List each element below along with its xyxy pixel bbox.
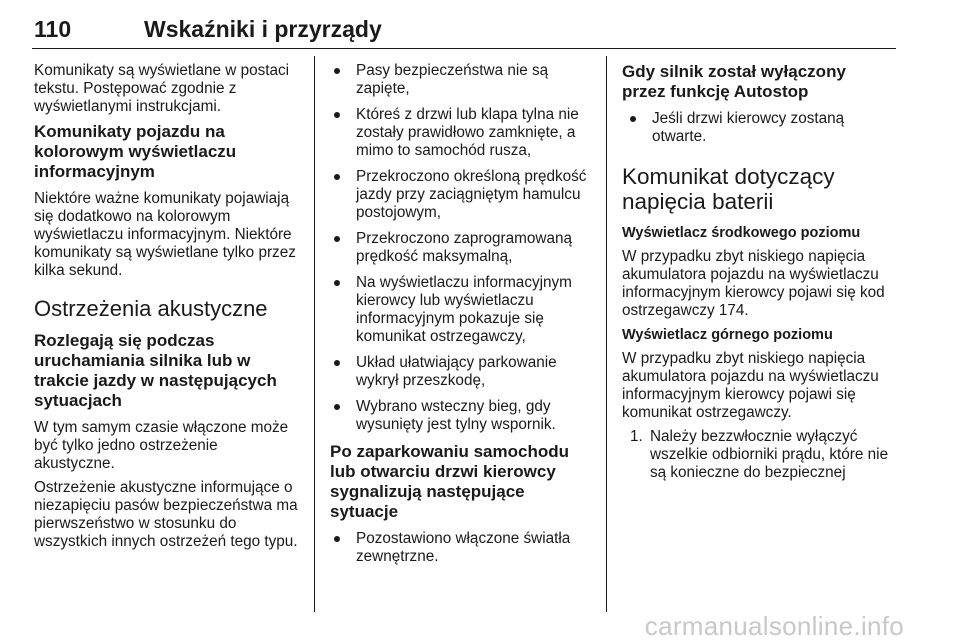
paragraph-vehicle-messages: Niektóre ważne komunikaty pojawiają się dodatkowo na kolorowym wyświetlaczu informacyjnym. Niektóre komunikaty są wyświetlane tylko przez kilka sekund. [34,190,296,279]
heading-autostop: Gdy silnik został wyłączony przez funkcję Autostop [622,62,846,101]
heading-after-parking: Po zaparkowaniu samochodu lub otwarciu drzwi kierowcy sygnalizują następujące sytuacje [330,442,569,521]
chapter-title: Wskaźniki i przyrządy [144,16,382,42]
heading-mid-level-display: Wyświetlacz środkowego poziomu [622,225,861,241]
page-number: 110 [34,16,72,42]
parked-situations-list [330,530,596,566]
column-3 [622,62,890,482]
list-item: Jeśli drzwi kierowcy zostaną otwarte. [622,110,890,146]
list-item: Pozostawiono włączone światła zewnętrzne. [330,530,596,566]
list-item: Przekroczono określoną prędkość jazdy przy zaciągniętym hamulcu postojowym, [330,168,596,222]
column-divider-1 [314,56,315,612]
heading-upper-level-display: Wyświetlacz górnego poziomu [622,327,833,343]
bullet-icon [334,360,340,366]
list-item: Na wyświetlaczu informacyjnym kierowcy lub wyświetlaczu informacyjnym pokazuje się komunikat ostrzegawczy, [330,274,596,346]
page-header [32,10,896,46]
header-divider [32,48,896,49]
heading-vehicle-messages: Komunikaty pojazdu na kolorowym wyświetlaczu informacyjnym [34,122,237,181]
list-item: 1. Należy bezzwłocznie wyłączyć wszelkie odbiorniki prądu, które nie są konieczne do bezpiecznej [630,428,889,481]
paragraph-seatbelt-priority: Ostrzeżenie akustyczne informujące o niezapięciu pasów bezpieczeństwa ma pierwszeństwo w stosunku do wszystkich innych ostrzeżeń tego typu. [34,479,298,550]
list-item: Któreś z drzwi lub klapa tylna nie zostały prawidłowo zamknięte, a mimo to samochód rusza, [330,106,596,160]
heading-battery-voltage: Komunikat dotyczący napięcia baterii [622,164,835,214]
bullet-icon [334,68,340,74]
bullet-icon [334,280,340,286]
paragraph-one-warning: W tym samym czasie włączone może być tylko jedno ostrzeżenie akustyczne. [34,419,289,472]
warning-situations-list [330,62,596,434]
autostop-list [622,110,890,146]
intro-paragraph: Komunikaty są wyświetlane w postaci tekstu. Postępować zgodnie z wyświetlanymi instrukcjami. [34,62,290,115]
bullet-icon [334,112,340,118]
bullet-icon [334,174,340,180]
bullet-icon [630,116,636,122]
list-item: Przekroczono zaprogramowaną prędkość maksymalną, [330,230,596,266]
heading-acoustic-warnings: Ostrzeżenia akustyczne [34,296,268,321]
steps-list [622,428,890,482]
list-item: Pasy bezpieczeństwa nie są zapięte, [330,62,596,98]
column-divider-2 [606,56,607,612]
column-1 [34,62,302,557]
paragraph-mid-level-display: W przypadku zbyt niskiego napięcia akumulatora pojazdu na wyświetlaczu informacyjnym kierowcy pojawi się kod ostrzegawczy 174. [622,248,885,319]
list-item: Układ ułatwiający parkowanie wykrył przeszkodę, [330,354,596,390]
watermark: carmanualsonline.info [644,611,904,641]
heading-sounding-situations: Rozlegają się podczas uruchamiania silnika lub w trakcie jazdy w następujących sytuacjach [34,331,277,410]
bullet-icon [334,536,340,542]
bullet-icon [334,404,340,410]
bullet-icon [334,236,340,242]
column-2 [330,62,596,574]
paragraph-upper-level-display: W przypadku zbyt niskiego napięcia akumulatora pojazdu na wyświetlaczu informacyjnym kierowcy pojawi się komunikat ostrzegawczy. [622,350,879,421]
list-item: Wybrano wsteczny bieg, gdy wysunięty jest tylny wspornik. [330,398,596,434]
